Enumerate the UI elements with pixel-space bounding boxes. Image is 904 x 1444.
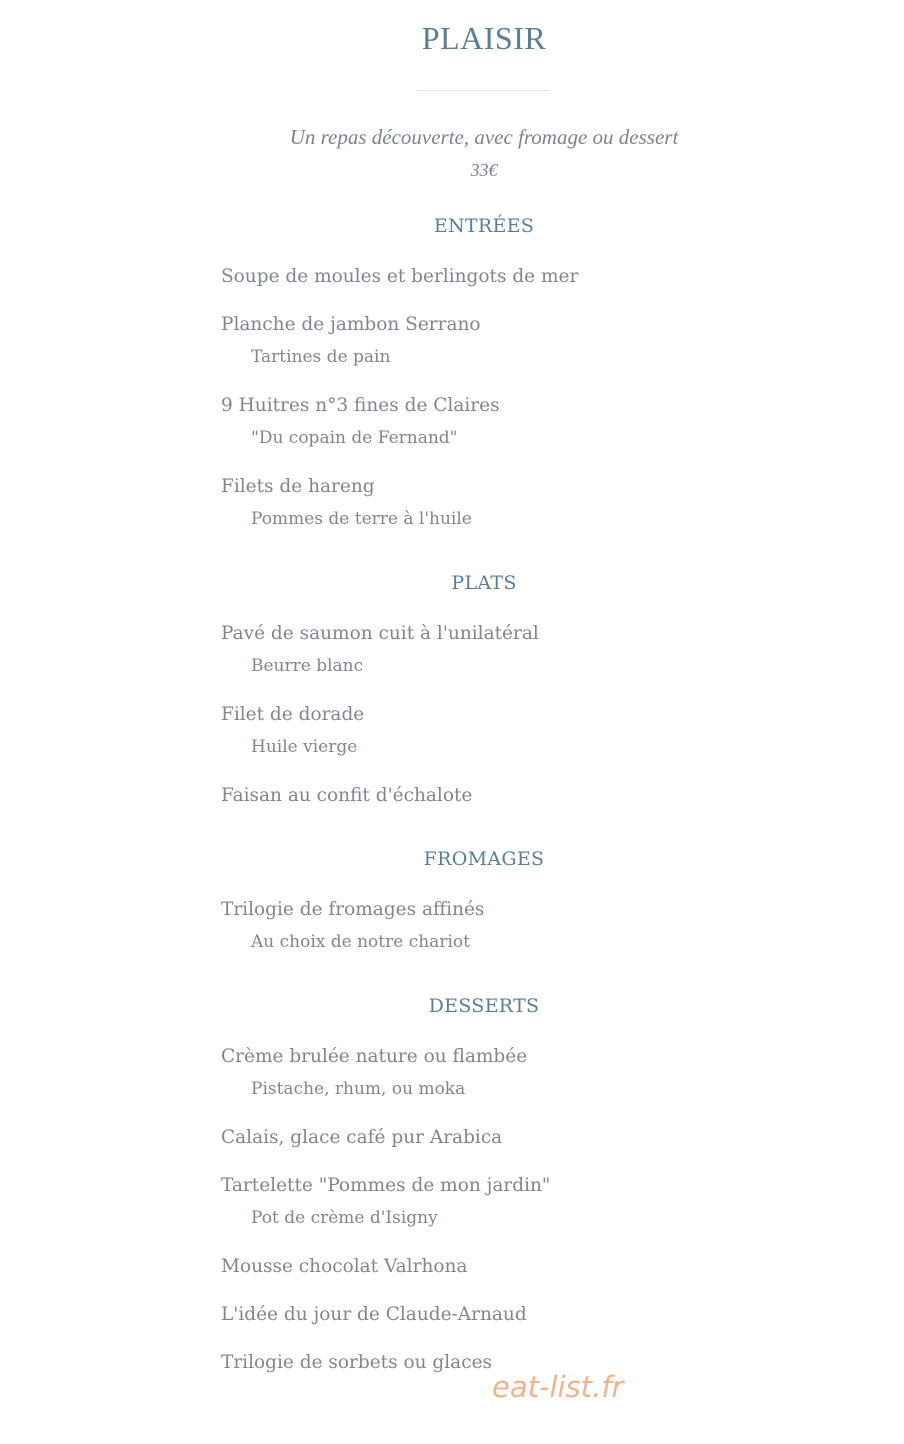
dish-description: Beurre blanc: [251, 656, 364, 676]
dish-name: Planche de jambon Serrano: [221, 314, 481, 335]
menu-price: 33€: [470, 160, 498, 180]
dish-name: Mousse chocolat Valrhona: [221, 1256, 468, 1277]
dish-description: Pistache, rhum, ou moka: [251, 1079, 466, 1099]
dish-name: Filets de hareng: [221, 476, 375, 497]
section-heading-entrees: ENTRÉES: [433, 215, 535, 237]
dish-name: Crème brulée nature ou flambée: [221, 1046, 528, 1067]
dish-name: Filet de dorade: [221, 704, 365, 725]
dish-name: Trilogie de fromages affinés: [221, 899, 485, 920]
watermark: eat-list.fr: [492, 1370, 624, 1404]
title-divider: [417, 90, 550, 91]
dish-name: Tartelette "Pommes de mon jardin": [221, 1175, 551, 1196]
dish-description: Au choix de notre chariot: [251, 932, 470, 952]
menu-subtitle: Un repas découverte, avec fromage ou dessert: [289, 125, 679, 149]
section-heading-fromages: FROMAGES: [423, 848, 545, 870]
dish-name: Soupe de moules et berlingots de mer: [221, 266, 579, 287]
dish-name: 9 Huitres n°3 fines de Claires: [221, 395, 500, 416]
dish-description: Tartines de pain: [251, 347, 391, 367]
dish-name: Calais, glace café pur Arabica: [221, 1127, 503, 1148]
dish-description: Pot de crème d'Isigny: [251, 1208, 438, 1228]
dish-description: Huile vierge: [251, 737, 358, 757]
section-heading-plats: PLATS: [451, 572, 517, 594]
dish-name: L'idée du jour de Claude-Arnaud: [221, 1304, 527, 1325]
dish-description: "Du copain de Fernand": [251, 428, 458, 448]
dish-name: Pavé de saumon cuit à l'unilatéral: [221, 623, 539, 644]
section-heading-desserts: DESSERTS: [428, 995, 540, 1017]
dish-name: Faisan au confit d'échalote: [221, 785, 473, 806]
dish-name: Trilogie de sorbets ou glaces: [221, 1352, 493, 1373]
dish-description: Pommes de terre à l'huile: [251, 509, 472, 529]
menu-title: PLAISIR: [421, 20, 547, 56]
